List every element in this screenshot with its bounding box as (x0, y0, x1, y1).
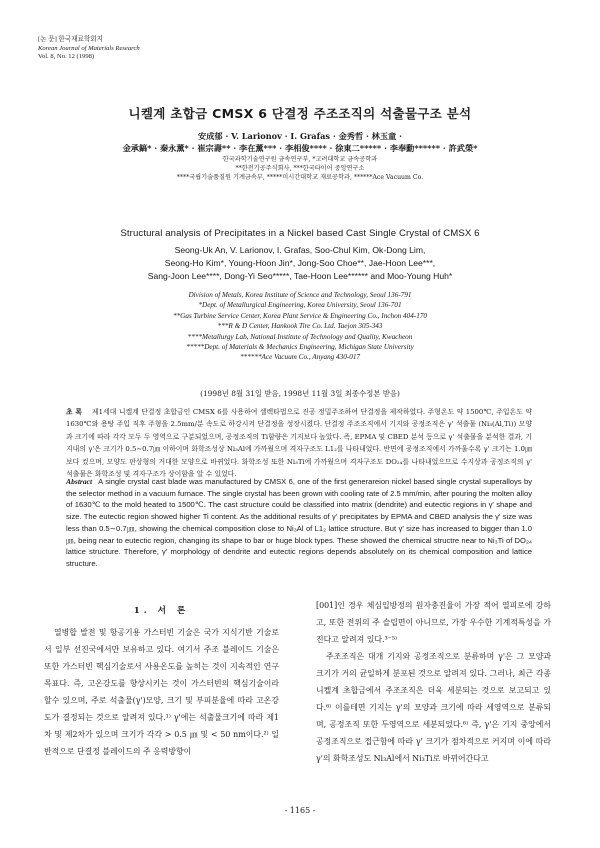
affiliation-korean-line: **한전기공주식회사, ***한국타이어 중앙연구소 (235, 164, 365, 172)
affiliation-english-line: *Dept. of Metallurgical Engineering, Korea University, Seoul 136-701 (198, 301, 402, 310)
affiliation-english-line: Division of Metals, Korea Institute of Science and Technology, Seoul 136-791 (188, 291, 412, 299)
abstract-korean-text: 제1세대 니켈계 단결정 초합금인 CMSX 6를 사용하여 셀렉타법으로 진공 정밀주조하여 단결정을 제작하였다. 주형온도 약 1500℃, 주입온도 약 1630℃와 용탕 주입 직후 주형을 2.5mm/분 속도로 하강시켜 단결정을 성장시켰다. 단결정 주조조직에서 기지와 공정조직은 γ' 석출물 (Ni₃(Al,Ti)) 모양과 크기에 따라 각각 모두 두 영역으로 구분되었으며, 공정조직의 Ti함량은 기지보다 높았다. 즉, EPMA 및 CBED 분석 등으로 γ' 석출물을 분석한 결과, 기지내의 γ'은 크기가 0.5∼0.7㎛ 이하이며 화학조성상 Ni₃Al에 가까웠으며 격자구조도 L1₂를 나타내었다. 반면에 공정조직에서 가까울수록 γ' 크기는 1.0㎛ 보다 컸으며, 모양도 판상형의 거대한 모양으로 바뀌었다. 화학조성 또한 Ni₃Ti에 가까웠으며 격자구조도 DO₂₄를 나타내었으므로 수지상과 공정조직의 γ' 석출물은 화학조성 및 격자구조가 상이함을 알 수 있었다. (66, 408, 532, 479)
affiliation-english-line: ******Ace Vacuum Co., Anyang 430-017 (239, 353, 361, 362)
body-paragraph: 열병합 발전 및 항공기용 가스터빈 기술은 국가 지식기반 기술로서 일부 선진국에서만 보유하고 있다. 여기서 주조 블레이드 기술은 또한 가스터빈 핵심기술로서 사용온도를 높히는 것이 지속적인 연구목표다. 즉, 고온강도를 향상시키는 것이 가스터빈의 핵심기술이라 할수 있으며, 주로 석출물(γ')모양, 크기 및 부피분율에 따라 고온강도가 결정되는 것으로 알려져 있다.¹⁾ γ'에는 석출물크기에 따라 제1차 및 제2차가 있으며 크기가 각각 > 0.5 ㎛ 및 < 50 nm이다.²⁾ 일반적으로 단결정 블레이드의 주 응력방향이 (44, 628, 279, 756)
affiliations-korean (40, 156, 560, 182)
journal-header (38, 36, 140, 62)
authors-korean (40, 130, 560, 154)
abstract-korean (66, 406, 532, 480)
abstract-english-text: A single crystal cast blade was manufactured by CMSX 6, one of the first generareion nickel based single crystal superalloys by the selector method in a vacuum furnace. The single crystal has been grown with cooling rate of 2.5 mm/min, after pouring the molten alloy of 1630℃ to the mold heated to 1500℃. The cast structure could be classified into matrix (dendrite) and eutectic regions in γ' shape and size. The eutectic region showed higher Ti content. As the additional results of γ' precipitates by EPMA and CBED analysis the γ' size was less than 0.5∼0.7㎛, showing the chemical composition close to Ni₃Al of L1₂ lattice structure. But γ' size has increased to bigger than 1.0㎛, being near to eutectic region, changing its shape to bar or huge block types. These showed the chemical structre near to Ni₃Ti of DO₂₄ lattice structure. Therefore, γ' morphology of dendrite and eutectic regions depends absolutely on its chemical composition and lattice structure. (66, 477, 532, 568)
authors-korean-line: 安成郁 · V. Larionov · I. Grafas · 金秀哲 · 林玉童 · (198, 131, 402, 141)
body-paragraph: [001]인 경우 체심입방정의 원자충진율이 가장 적어 열피로에 강하고, 또한 전위의 주 슬립면이 아니므로, 가장 우수한 기계적특성을 가진다고 알려져 있다.³⁻⁵⁾ (316, 601, 551, 644)
authors-english-line: Seong-Ho Kim*, Young-Hoon Jin*, Jong-Soo Choe**, Jae-Hoon Lee***, (164, 258, 436, 268)
page-number: - 1165 - (284, 806, 316, 815)
affiliation-english-line: ****Metallurgy Lab, National Institute of Technology and Quality, Kwacheon (187, 332, 413, 341)
affiliation-korean-line: ****국립기술품질원 기계금속부, *****미시간대학교 재료공학과, ******Ace Vacuum Co. (176, 173, 424, 181)
affiliation-english-line: **Gas Turbine Service Center, Korea Plant Service & Engineering Co., Inchon 404-170 (172, 311, 428, 320)
journal-volume: Vol. 8, No. 12 (1998) (38, 53, 95, 61)
body-column-left (44, 603, 279, 760)
affiliation-english-line: ***R & D Center, Hankook Tire Co. Ltd. Taejon 305-343 (217, 322, 383, 331)
abstract-korean-label: 초 록 (66, 408, 82, 416)
authors-english (40, 244, 560, 283)
body-column-right (316, 597, 551, 767)
title-korean: 니켈계 초합금 CMSX 6 단결정 주조조직의 석출물구조 분석 (128, 106, 472, 121)
received-date: (1998년 8월 31일 받음, 1998년 11월 3일 최종수정본 받음) (200, 389, 400, 398)
affiliation-english-line: *****Dept. of Materials & Mechanics Engineering, Michigan State University (186, 343, 414, 352)
journal-name-ko: [논 문] 한국재료학회지 (38, 36, 104, 43)
authors-english-line: Seong-Uk An, V. Larionov, I. Grafas, Soo-Chul Kim, Ok-Dong Lim, (174, 245, 426, 255)
section-heading-introduction: 1. 서 론 (133, 606, 190, 616)
authors-korean-line: 金承鎬* · 秦永薰* · 崔宗壽** · 李在薰*** · 李相俊**** · 徐東二***** · 李奉勳****** · 許武榮* (122, 143, 478, 153)
title-english: Structural analysis of Precipitates in a Nickel based Cast Single Crystal of CMSX 6 (120, 228, 480, 239)
abstract-english (66, 476, 532, 570)
affiliations-english (40, 290, 560, 363)
body-paragraph: 주조조직은 대개 기지와 공정조직으로 분류하며 γ'은 그 모양과 크기가 거의 균일하게 분포된 것으로 알려져 있다. 그러나, 최근 각종 니켈계 초합금에서 주조조직은 더욱 세분되는 것으로 보고되고 있다.⁶⁾ 이를테면 기지는 γ'의 모양과 크기에 따라 세영역으로 분류되며, 공정조직 또한 두영역으로 세분되었다.⁶⁾ 즉, γ'은 기지 중앙에서 공정조직으로 접근함에 따라 γ' 크기가 점차적으로 커지며 이에 따라 γ'의 화학조성도 Ni₃Al에서 Ni₃Ti로 바뀌어간다고 (316, 652, 551, 763)
journal-name-en: Korean Journal of Materials Research (38, 44, 140, 52)
affiliation-korean-line: 한국과학기술연구원 금속연구부, *고려대학교 금속공학과 (222, 156, 378, 163)
authors-english-line: Sang-Joon Lee****, Dong-Yi Seo*****, Tae-Hoon Lee****** and Moo-Young Huh* (147, 271, 453, 281)
abstract-english-label: Abstract (66, 477, 93, 486)
